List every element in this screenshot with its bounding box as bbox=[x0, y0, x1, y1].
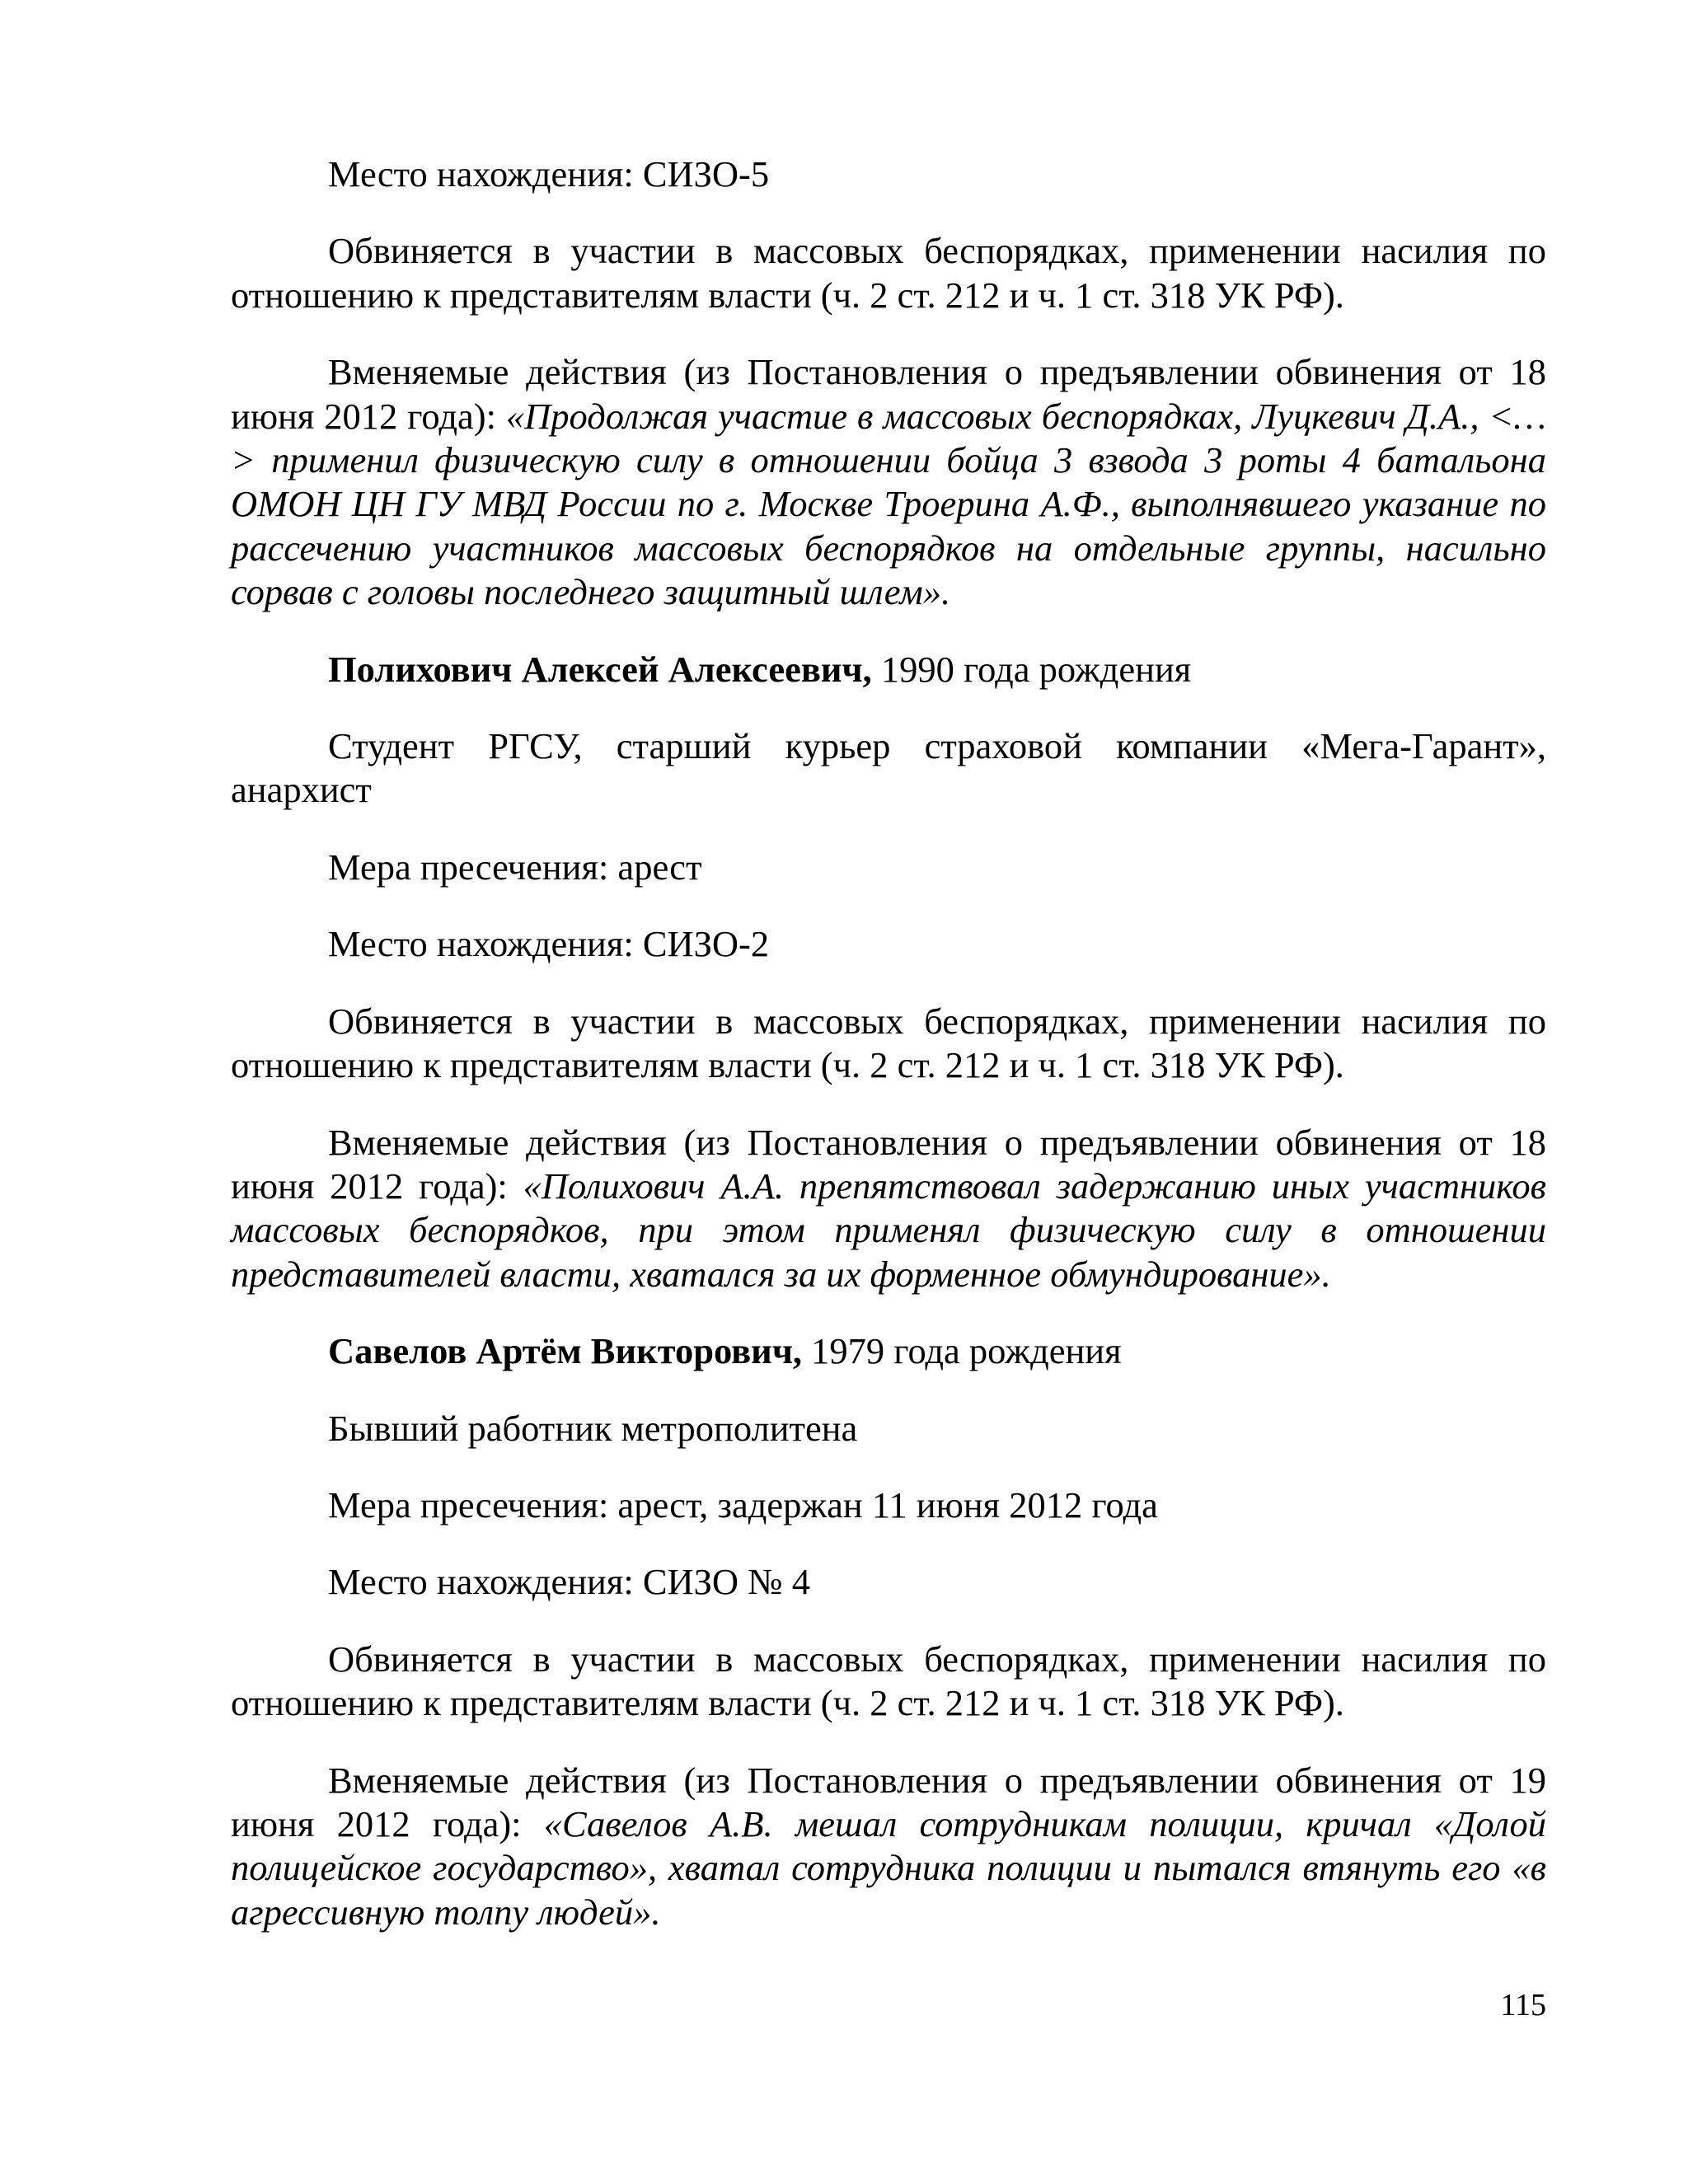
restraint-paragraph bbox=[231, 846, 1546, 889]
occupation-paragraph bbox=[231, 724, 1546, 813]
occupation-text: Студент РГСУ, старший курьер страховой компании «Мега-Гарант», анархист bbox=[231, 725, 1546, 811]
restraint-text: Мера пресечения: арест bbox=[328, 846, 702, 888]
location-text: Место нахождения: СИЗО-2 bbox=[328, 923, 770, 965]
location-paragraph bbox=[231, 922, 1546, 966]
defendant-name: Савелов Артём Викторович, bbox=[328, 1330, 803, 1372]
charge-text: Обвиняется в участии в массовых беспорядках, применении насилия по отношению к представителям власти (ч. 2 ст. 212 и ч. 1 ст. 318 УК РФ). bbox=[231, 230, 1546, 316]
location-paragraph bbox=[231, 1560, 1546, 1604]
occupation-paragraph bbox=[231, 1407, 1546, 1451]
defendant-heading bbox=[231, 1329, 1546, 1373]
charge-paragraph bbox=[231, 1000, 1546, 1088]
charge-paragraph bbox=[231, 229, 1546, 317]
alleged-actions-intro: Вменяемые действия (из Постановления о предъявлении обвинения от 19 июня 2012 года): bbox=[231, 1759, 1546, 1844]
alleged-actions-quote: «Продолжая участие в массовых беспорядках, Луцкевич Д.А., <…> применил физическую силу в отношении бойца 3 взвода 3 роты 4 батальона ОМОН ЦН ГУ МВД России по г. Москве Троерина А.Ф., выполнявшего указание по рассечению участников массовых беспорядков на отдельные группы, насильно сорвав с головы последнего защитный шлем». bbox=[231, 395, 1546, 613]
alleged-actions-paragraph bbox=[231, 1759, 1546, 1935]
defendant-birth-year: 1979 года рождения bbox=[802, 1330, 1122, 1372]
restraint-paragraph bbox=[231, 1483, 1546, 1527]
alleged-actions-intro: Вменяемые действия (из Постановления о предъявлении обвинения от 18 июня 2012 года): bbox=[231, 1121, 1546, 1207]
charge-text: Обвиняется в участии в массовых беспорядках, применении насилия по отношению к представителям власти (ч. 2 ст. 212 и ч. 1 ст. 318 УК РФ). bbox=[231, 1000, 1546, 1086]
restraint-text: Мера пресечения: арест, задержан 11 июня 2012 года bbox=[328, 1483, 1158, 1526]
charge-paragraph bbox=[231, 1638, 1546, 1726]
location-text: Место нахождения: СИЗО № 4 bbox=[328, 1561, 811, 1603]
location-text: Место нахождения: СИЗО-5 bbox=[328, 153, 770, 194]
alleged-actions-paragraph bbox=[231, 350, 1546, 614]
defendant-name: Полихович Алексей Алексеевич, bbox=[328, 648, 872, 690]
defendant-birth-year: 1990 года рождения bbox=[871, 648, 1192, 690]
alleged-actions-quote: «Полихович А.А. препятствовал задержанию иных участников массовых беспорядков, при этом применял физическую силу в отношении представителей власти, хватался за их форменное обмундирование». bbox=[231, 1165, 1546, 1295]
page-body bbox=[231, 152, 1546, 1934]
alleged-actions-quote: «Савелов А.В. мешал сотрудникам полиции, кричал «Долой полицейское государство», хватал сотрудника полиции и пытался втянуть его «в агрессивную толпу людей». bbox=[231, 1802, 1547, 1933]
charge-text: Обвиняется в участии в массовых беспорядках, применении насилия по отношению к представителям власти (ч. 2 ст. 212 и ч. 1 ст. 318 УК РФ). bbox=[231, 1638, 1546, 1724]
alleged-actions-intro: Вменяемые действия (из Постановления о предъявлении обвинения от 18 июня 2012 года): bbox=[231, 351, 1546, 437]
occupation-text: Бывший работник метрополитена bbox=[328, 1407, 858, 1449]
location-paragraph bbox=[231, 152, 1546, 196]
defendant-heading bbox=[231, 648, 1546, 691]
page-number: 115 bbox=[1500, 1988, 1546, 2022]
alleged-actions-paragraph bbox=[231, 1121, 1546, 1297]
